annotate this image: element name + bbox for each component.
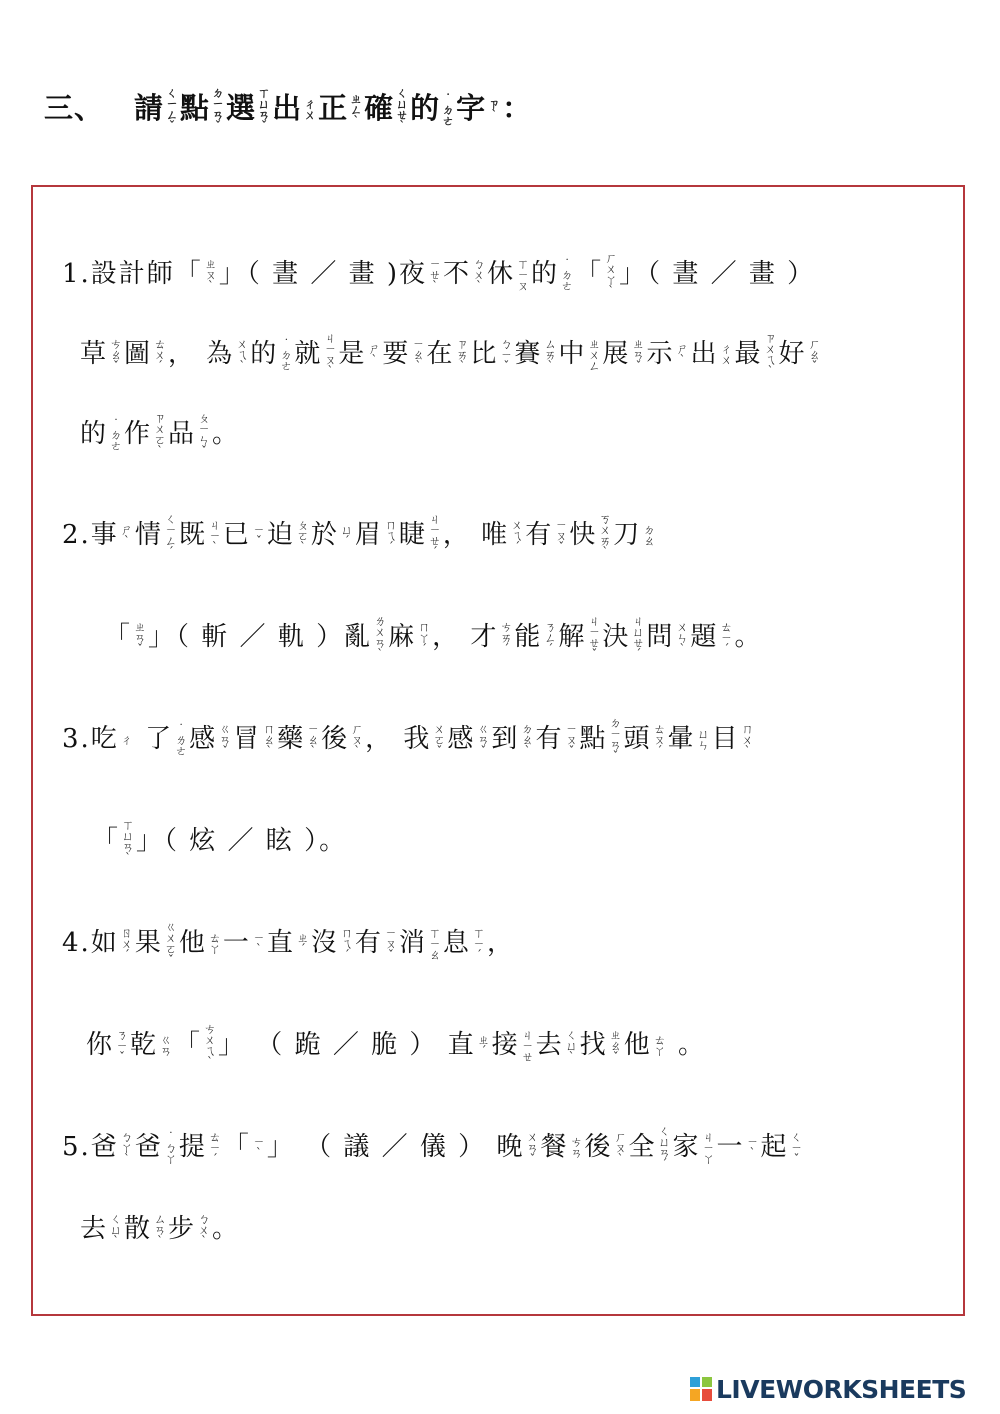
zhuyin-annotation: ˙ㄉㄜ [110, 416, 123, 453]
zhuyin-annotation: ㄓㄢˇ [134, 619, 147, 656]
zhuyin-annotation: ㄑㄧˇ [790, 1129, 803, 1166]
zhuyin-annotation: ㄍㄨㄛˇ [164, 920, 177, 967]
question-2-line-1: 2.事 ㄕˋ 情ㄑㄧㄥˊ既 ㄐㄧˋ 已 ㄧˇ 迫 ㄆㄛˋ 於 ㄩˊ 眉 ㄇㄟˊ 睫ㄐㄧㄝˊ， 唯 ㄨㄟˊ 有 ㄧㄡˇ 快ㄎㄨㄞˋ刀 ㄉㄠ [62, 512, 656, 559]
question-5-line-2: 去 ㄑㄩˋ 散 ㄙㄢˋ 步 ㄅㄨˋ 。 [80, 1211, 241, 1248]
zhuyin-annotation: ˙ㄅㄚ [164, 1129, 177, 1166]
zhuyin-annotation: ㄓㄥˋ [350, 91, 363, 128]
zhuyin-annotation: ㄏㄠˇ [808, 336, 821, 373]
zhuyin-annotation: ㄔㄨ [304, 97, 317, 122]
zhuyin-annotation: ㄍㄢˇ [219, 721, 232, 758]
zhuyin-annotation: ㄗˋ [488, 97, 501, 122]
question-3-line-1: 3.吃 ㄔ 了 ˙ㄌㄜ感 ㄍㄢˇ 冒 ㄇㄠˋ 藥 ㄧㄠˋ 後 ㄏㄡˋ ， 我 ㄨㄛˇ 感 ㄍㄢˇ 到 ㄉㄠˋ 有 ㄧㄡˇ 點ㄉㄧㄢˇ頭 ㄊㄡˊ 暈 ㄩㄣ目 ㄇㄨˋ [62, 716, 754, 763]
zhuyin-annotation: ㄍㄢˇ [477, 721, 490, 758]
zhuyin-annotation: ㄧㄡˇ [565, 721, 578, 758]
zhuyin-annotation: ㄘㄞˊ [500, 619, 513, 656]
zhuyin-annotation: ㄇㄟˊ [340, 925, 353, 962]
zhuyin-annotation: ㄓㄡˋ [204, 256, 217, 293]
zhuyin-annotation: ㄑㄩˋ [565, 1027, 578, 1064]
liveworksheets-brand-text: LIVEWORKSHEETS [716, 1374, 967, 1404]
zhuyin-annotation: ㄗㄨㄟˋ [764, 331, 777, 378]
zhuyin-annotation: ㄏㄨㄚˋ [605, 251, 618, 298]
zhuyin-annotation: ˙ㄌㄜ [175, 721, 188, 758]
question-1-line-2: 草 ㄘㄠˇ 圖 ㄊㄨˊ ， 為 ㄨㄟˋ 的 ˙ㄉㄜ就ㄐㄧㄡˋ是 ㄕˋ 要 ㄧㄠˋ 在 ㄗㄞˋ 比 ㄅㄧˇ 賽 ㄙㄞˋ 中 ㄓㄨㄥ展 ㄓㄢˇ 示 ㄕˋ 出 ㄔㄨ最ㄗㄨㄟˋ好 ㄏㄠˇ [80, 331, 821, 378]
zhuyin-annotation: ㄧˋ [252, 931, 265, 956]
zhuyin-annotation: ㄓㄠˇ [609, 1027, 622, 1064]
zhuyin-annotation: ㄗㄞˋ [456, 336, 469, 373]
zhuyin-annotation: ㄏㄡˋ [614, 1129, 627, 1166]
zhuyin-annotation: ㄅㄨˋ [473, 256, 486, 293]
zhuyin-annotation: ㄔ [120, 732, 133, 747]
zhuyin-annotation: ㄐㄧˋ [208, 517, 221, 554]
zhuyin-annotation: ㄓˊ [477, 1033, 490, 1058]
zhuyin-annotation: ˙ㄉㄜ [561, 256, 574, 293]
zhuyin-annotation: ㄆㄛˋ [296, 517, 309, 554]
zhuyin-annotation: ㄐㄩㄝˊ [632, 614, 645, 661]
zhuyin-annotation: ㄒㄧㄠ [428, 925, 441, 962]
zhuyin-annotation: ㄒㄩㄢˇ [258, 86, 271, 133]
zhuyin-annotation: ㄒㄧㄡ [517, 256, 530, 293]
zhuyin-annotation: ㄐㄧㄝ [521, 1027, 534, 1064]
zhuyin-annotation: ㄐㄧㄚ [702, 1129, 715, 1166]
zhuyin-annotation: ㄅㄨˋ [198, 1211, 211, 1248]
zhuyin-annotation: ㄩˊ [340, 523, 353, 548]
question-2-line-2: 「 ㄓㄢˇ 」（ 斬 ／ 軌 ）亂ㄌㄨㄢˋ麻 ㄇㄚˊ ， 才 ㄘㄞˊ 能 ㄋㄥˊ 解ㄐㄧㄝˇ決ㄐㄩㄝˊ問 ㄨㄣˋ 題 ㄊㄧˊ 。 [104, 614, 763, 661]
zhuyin-annotation: ㄙㄢˋ [154, 1211, 167, 1248]
zhuyin-annotation: ㄊㄨˊ [154, 336, 167, 373]
zhuyin-annotation: ㄋㄧˇ [116, 1027, 129, 1064]
question-3-line-2: 「ㄒㄩㄢˋ」（ 炫 ／ 眩 ）。 [92, 818, 348, 865]
zhuyin-annotation: ㄘㄨㄟˋ [204, 1022, 217, 1069]
zhuyin-annotation: ㄧˋ [746, 1135, 759, 1160]
zhuyin-annotation: ㄨㄟˋ [236, 336, 249, 373]
zhuyin-annotation: ㄌㄨㄢˋ [374, 614, 387, 661]
zhuyin-annotation: ㄊㄧˊ [720, 619, 733, 656]
zhuyin-annotation: ㄒㄧˊ [472, 925, 485, 962]
zhuyin-annotation: ㄔㄨ [720, 342, 733, 367]
zhuyin-annotation: ㄑㄩˋ [110, 1211, 123, 1248]
zhuyin-annotation: ㄨㄟˊ [511, 517, 524, 554]
zhuyin-annotation: ㄨㄢˇ [526, 1129, 539, 1166]
zhuyin-annotation: ㄅㄚˋ [120, 1129, 133, 1166]
question-4-line-1: 4.如 ㄖㄨˊ 果ㄍㄨㄛˇ他 ㄊㄚ一 ㄧˋ 直 ㄓˊ 沒 ㄇㄟˊ 有 ㄧㄡˇ 消 ㄒㄧㄠ息 ㄒㄧˊ ， [62, 920, 515, 967]
zhuyin-annotation: ㄑㄧㄥˇ [166, 86, 179, 133]
zhuyin-annotation: ㄧㄠˋ [412, 336, 425, 373]
zhuyin-annotation: ㄅㄧˇ [500, 336, 513, 373]
question-4-line-2: 你 ㄋㄧˇ 乾 ㄍㄢ「ㄘㄨㄟˋ」 （ 跪 ／ 脆 ） 直 ㄓˊ 接 ㄐㄧㄝ去 ㄑㄩˋ 找 ㄓㄠˇ 他 ㄊㄚ 。 [86, 1022, 706, 1069]
zhuyin-annotation: ㄊㄚ [208, 931, 221, 956]
zhuyin-annotation: ㄧˋ [252, 1135, 265, 1160]
zhuyin-annotation: ㄕˋ [120, 523, 133, 548]
zhuyin-annotation: ㄇㄟˊ [384, 517, 397, 554]
zhuyin-annotation: ㄨㄛˇ [433, 721, 446, 758]
zhuyin-annotation: ㄇㄚˊ [418, 619, 431, 656]
zhuyin-annotation: ㄓㄢˇ [632, 336, 645, 373]
zhuyin-annotation: ㄏㄡˋ [351, 721, 364, 758]
zhuyin-annotation: ㄍㄢ [160, 1033, 173, 1058]
zhuyin-annotation: ㄐㄧㄝˇ [588, 614, 601, 661]
zhuyin-annotation: ㄧㄠˋ [307, 721, 320, 758]
zhuyin-annotation: ㄕˋ [676, 342, 689, 367]
zhuyin-annotation: ㄊㄧˊ [208, 1129, 221, 1166]
zhuyin-annotation: ㄉㄧㄢˇ [609, 716, 622, 763]
zhuyin-annotation: ㄧㄝˋ [429, 256, 442, 293]
zhuyin-annotation: ㄉㄧㄢˇ [212, 86, 225, 133]
section-heading [44, 86, 532, 132]
zhuyin-annotation: ㄇㄠˋ [263, 721, 276, 758]
zhuyin-annotation: ㄗㄨㄛˋ [154, 411, 167, 458]
zhuyin-annotation: ㄧˇ [252, 523, 265, 548]
zhuyin-annotation: ㄆㄧㄣˇ [198, 411, 211, 458]
liveworksheets-logo [690, 1374, 966, 1404]
section-number: 三、 [44, 91, 105, 125]
zhuyin-annotation: ˙ㄉㄜ [442, 91, 455, 128]
zhuyin-annotation: ㄉㄠˋ [521, 721, 534, 758]
zhuyin-annotation: ㄧㄡˇ [384, 925, 397, 962]
zhuyin-annotation: ㄘㄠˇ [110, 336, 123, 373]
zhuyin-annotation: ㄓㄨㄥ [588, 336, 601, 373]
zhuyin-annotation: ㄎㄨㄞˋ [599, 512, 612, 559]
zhuyin-annotation: ㄑㄩㄝˋ [396, 86, 409, 133]
zhuyin-annotation: ㄒㄩㄢˋ [122, 818, 135, 865]
zhuyin-annotation: ㄖㄨˊ [120, 925, 133, 962]
zhuyin-annotation: ㄇㄨˋ [741, 721, 754, 758]
zhuyin-annotation: ㄐㄧㄝˊ [428, 512, 441, 559]
zhuyin-annotation: ㄙㄞˋ [544, 336, 557, 373]
zhuyin-annotation: ㄑㄧㄥˊ [164, 512, 177, 559]
question-1-line-3: 的 ˙ㄉㄜ作ㄗㄨㄛˋ品ㄆㄧㄣˇ。 [80, 411, 241, 458]
zhuyin-annotation: ㄉㄠ [643, 523, 656, 548]
zhuyin-annotation: ㄕˋ [368, 342, 381, 367]
zhuyin-annotation: ㄩㄣ [697, 727, 710, 752]
zhuyin-annotation: ㄐㄧㄡˋ [324, 331, 337, 378]
zhuyin-annotation: ㄑㄩㄢˊ [658, 1124, 671, 1171]
question-5-line-1: 5.爸 ㄅㄚˋ 爸 ˙ㄅㄚ提 ㄊㄧˊ 「 ㄧˋ 」 （ 議 ／ 儀 ） 晚 ㄨㄢˇ 餐 ㄘㄢ後 ㄏㄡˋ 全ㄑㄩㄢˊ家 ㄐㄧㄚ一 ㄧˋ 起 ㄑㄧˇ [62, 1124, 803, 1171]
zhuyin-annotation: ㄋㄥˊ [544, 619, 557, 656]
zhuyin-annotation: ㄨㄣˋ [676, 619, 689, 656]
zhuyin-annotation: ㄘㄢ [570, 1135, 583, 1160]
liveworksheets-logo-icon [690, 1377, 712, 1401]
zhuyin-annotation: ㄧㄡˇ [555, 517, 568, 554]
section-title: 請 ㄑㄧㄥˇ點 ㄉㄧㄢˇ選 ㄒㄩㄢˇ出 ㄔㄨ正 ㄓㄥˋ 確 ㄑㄩㄝˋ的 ˙ㄉㄜ字 ㄗˋ ： [134, 86, 533, 133]
zhuyin-annotation: ˙ㄉㄜ [280, 336, 293, 373]
zhuyin-annotation: ㄊㄚ [653, 1033, 666, 1058]
zhuyin-annotation: ㄊㄡˊ [653, 721, 666, 758]
zhuyin-annotation: ㄓˊ [296, 931, 309, 956]
question-1-line-1: 1.設計師「 ㄓㄡˋ 」（ 晝 ／ 畫 )夜 ㄧㄝˋ 不 ㄅㄨˋ 休 ㄒㄧㄡ的 ˙ㄉㄜ「ㄏㄨㄚˋ」（ 晝 ／ 畫 ） [62, 251, 816, 298]
